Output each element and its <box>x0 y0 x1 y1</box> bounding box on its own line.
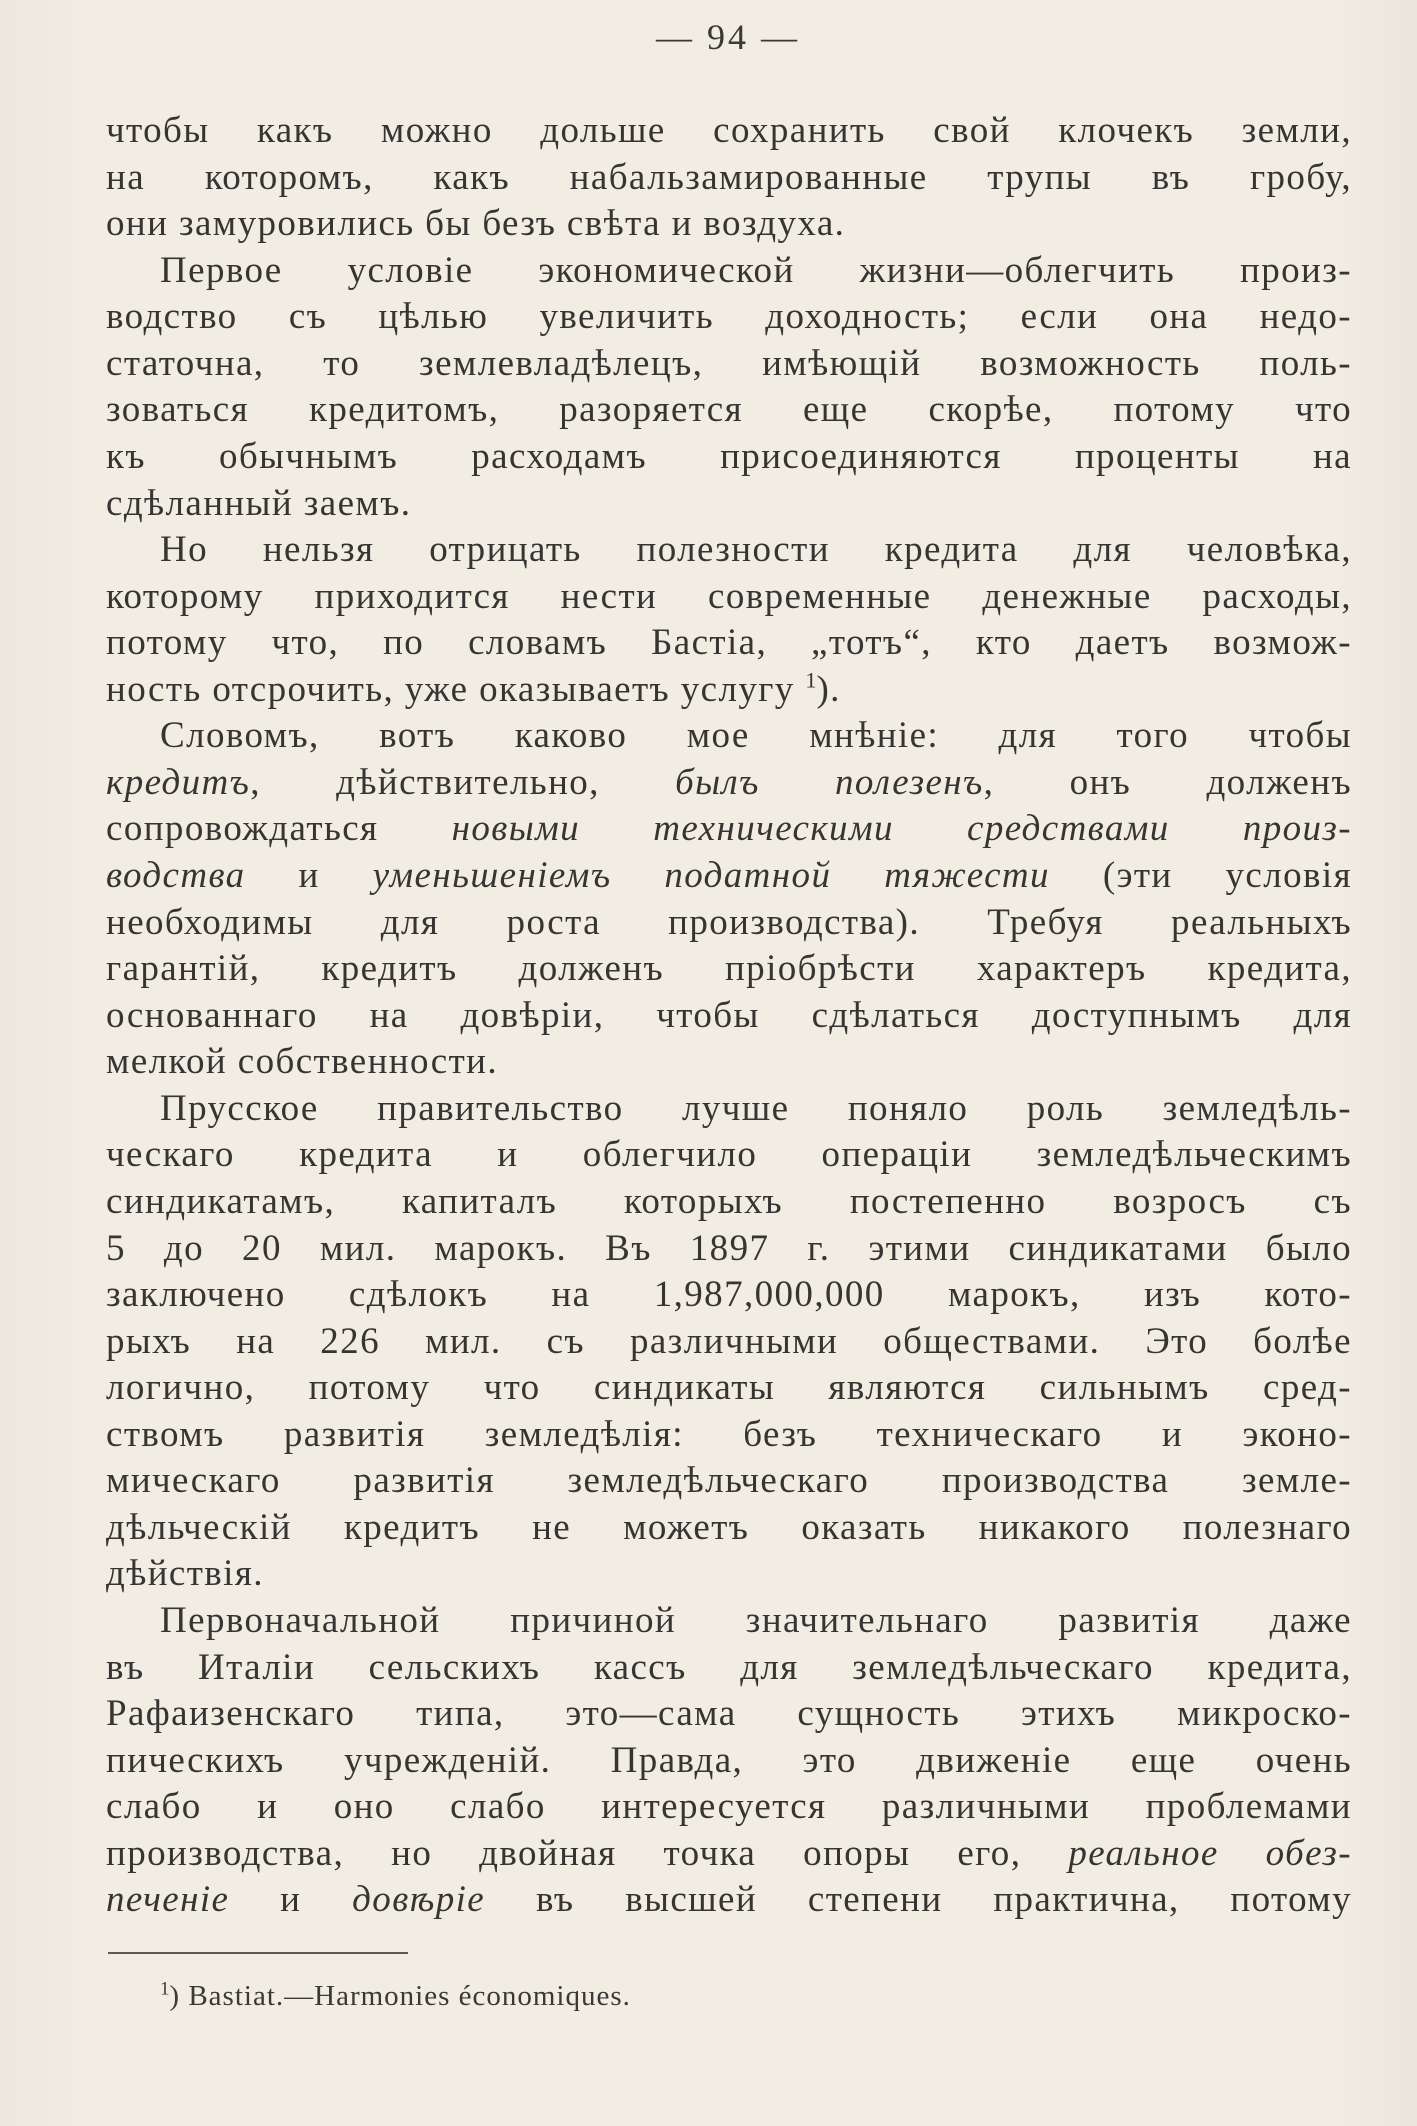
emphasized-text: реальное обез- <box>1068 1832 1352 1874</box>
text-segment: чтобы какъ можно дольше сохранить свой клочекъ земли, <box>106 110 1352 151</box>
paragraph <box>106 713 1352 1086</box>
text-line <box>106 1412 1352 1459</box>
text-segment: которому приходится нести современные денежные расходы, <box>106 575 1352 617</box>
text-line <box>106 1877 1352 1924</box>
text-segment: гарантій, кредитъ долженъ пріобрѣсти характеръ кредита, <box>106 948 1352 990</box>
text-line <box>106 1132 1352 1179</box>
text-segment: (эти условія <box>1049 855 1352 896</box>
text-line <box>106 1691 1352 1738</box>
text-segment: мелкой собственности. <box>106 1041 499 1083</box>
text-segment: статочна, то землевладѣлецъ, имѣющій возможность поль- <box>106 342 1352 384</box>
text-line <box>106 341 1352 388</box>
text-segment: Но нельзя отрицать полезности кредита для человѣка, <box>160 529 1352 571</box>
text-segment: водство съ цѣлью увеличить доходность; если она недо- <box>106 296 1352 338</box>
text-line <box>106 387 1352 434</box>
text-segment: дѣльческій кредитъ не можетъ оказать никакого полезнаго <box>106 1506 1352 1548</box>
emphasized-text: водства <box>106 855 246 896</box>
text-segment: Прусское правительство лучше поняло роль земледѣль- <box>160 1087 1352 1129</box>
text-segment: слабо и оно слабо интересуется различными проблемами <box>106 1786 1352 1828</box>
text-segment: мическаго развитія земледѣльческаго производства земле- <box>106 1460 1352 1502</box>
text-line <box>106 1738 1352 1785</box>
text-line <box>106 1505 1352 1552</box>
text-line <box>106 620 1352 667</box>
text-segment: дѣйствія. <box>106 1553 264 1595</box>
text-line <box>106 993 1352 1040</box>
text-segment: потому что, по словамъ Бастіа, „тотъ“, кто даетъ возмож- <box>106 622 1352 664</box>
text-segment: рыхъ на 226 мил. съ различными обществами. Это болѣе <box>106 1320 1352 1362</box>
text-segment: и <box>229 1879 353 1921</box>
text-line <box>106 806 1352 853</box>
text-segment: къ обычнымъ расходамъ присоединяются проценты на <box>106 435 1352 477</box>
text-segment: на которомъ, какъ набальзамированные трупы въ гробу, <box>106 156 1352 198</box>
text-line <box>106 900 1352 947</box>
text-segment: пическихъ учрежденій. Правда, это движеніе еще очень <box>106 1739 1352 1781</box>
body-text <box>106 108 1352 1924</box>
text-line <box>106 1365 1352 1412</box>
text-line <box>106 1179 1352 1226</box>
text-segment: производства, но двойная точка опоры его, <box>106 1832 1069 1874</box>
text-segment: ность отсрочить, уже оказываетъ услугу <box>106 668 806 710</box>
text-segment: Рафаизенскаго типа, это—сама сущность этихъ микроско- <box>106 1693 1352 1735</box>
footnote-marker: 1 <box>160 1978 170 2000</box>
text-line <box>106 434 1352 481</box>
text-segment: ). <box>816 668 841 710</box>
text-segment: основаннаго на довѣріи, чтобы сдѣлаться доступнымъ для <box>106 994 1352 1036</box>
paragraph <box>106 1598 1352 1924</box>
paragraph <box>106 248 1352 527</box>
text-segment: логично, потому что синдикаты являются сильнымъ сред- <box>106 1367 1352 1409</box>
text-segment: сопровождаться <box>106 808 452 850</box>
text-segment: ческаго кредита и облегчило операціи земледѣльческимъ <box>106 1134 1352 1176</box>
text-segment: синдикатамъ, капиталъ которыхъ постепенно возросъ съ <box>106 1180 1352 1222</box>
emphasized-text: уменьшеніемъ податной тяжести <box>372 855 1050 896</box>
text-segment: Первое условіе экономической жизни—облегчить произ- <box>160 249 1352 291</box>
text-segment: необходимы для роста производства). Требуя реальныхъ <box>106 901 1352 943</box>
text-segment: Словомъ, вотъ каково мое мнѣніе: для того чтобы <box>160 715 1352 757</box>
text-line <box>106 667 1352 714</box>
text-segment: и <box>245 855 373 896</box>
text-line <box>106 1319 1352 1366</box>
text-line <box>106 108 1352 155</box>
emphasized-text: кредитъ <box>106 761 251 803</box>
emphasized-text: былъ полезенъ <box>675 761 984 803</box>
footnote-reference: 1 <box>805 667 817 693</box>
footnote-marker-suffix: ) <box>169 1980 181 2012</box>
text-line <box>106 1226 1352 1273</box>
text-segment: , дѣйствительно, <box>250 761 676 803</box>
text-line <box>106 1645 1352 1692</box>
text-segment: они замуровились бы безъ свѣта и воздуха. <box>106 203 846 245</box>
text-segment: заключено сдѣлокъ на 1,987,000,000 марокъ, изъ кото- <box>106 1274 1352 1316</box>
text-line <box>106 1551 1352 1598</box>
text-line <box>106 574 1352 621</box>
text-line <box>106 527 1352 574</box>
text-line <box>106 1598 1352 1645</box>
footnote-text: Bastiat.—Harmonies économiques. <box>180 1980 631 2012</box>
footnote-rule <box>108 1952 408 1954</box>
text-line <box>106 1272 1352 1319</box>
emphasized-text: печеніе <box>106 1879 230 1921</box>
text-segment: Первоначальной причиной значительнаго развитія даже <box>160 1600 1352 1641</box>
emphasized-text: довѣріе <box>352 1879 486 1921</box>
text-segment: , онъ долженъ <box>983 761 1352 803</box>
paragraph <box>106 108 1352 248</box>
text-segment: 5 до 20 мил. марокъ. Въ 1897 г. этими синдикатами было <box>106 1227 1352 1269</box>
text-line <box>106 713 1352 760</box>
text-line <box>106 155 1352 202</box>
paragraph <box>106 1086 1352 1598</box>
text-line <box>106 294 1352 341</box>
text-line <box>106 1458 1352 1505</box>
emphasized-text: новыми техническими средствами произ- <box>451 808 1352 850</box>
text-line <box>106 1784 1352 1831</box>
text-segment: въ Италіи сельскихъ кассъ для земледѣльческаго кредита, <box>106 1646 1352 1688</box>
text-line <box>106 760 1352 807</box>
text-line <box>106 853 1352 900</box>
page-number: — 94 — <box>656 17 800 57</box>
text-segment: зоваться кредитомъ, разоряется еще скорѣе, потому что <box>106 389 1352 431</box>
text-line <box>106 1039 1352 1086</box>
text-line <box>106 1831 1352 1878</box>
text-line <box>106 1086 1352 1133</box>
text-line <box>106 946 1352 993</box>
text-segment: въ высшей степени практична, потому <box>485 1879 1352 1921</box>
footnote <box>160 1974 631 2018</box>
text-line <box>106 248 1352 295</box>
text-segment: ствомъ развитія земледѣлія: безъ техническаго и эконо- <box>106 1413 1352 1455</box>
paragraph <box>106 527 1352 713</box>
text-segment: сдѣланный заемъ. <box>106 482 412 524</box>
text-line <box>106 481 1352 528</box>
text-line <box>106 201 1352 248</box>
